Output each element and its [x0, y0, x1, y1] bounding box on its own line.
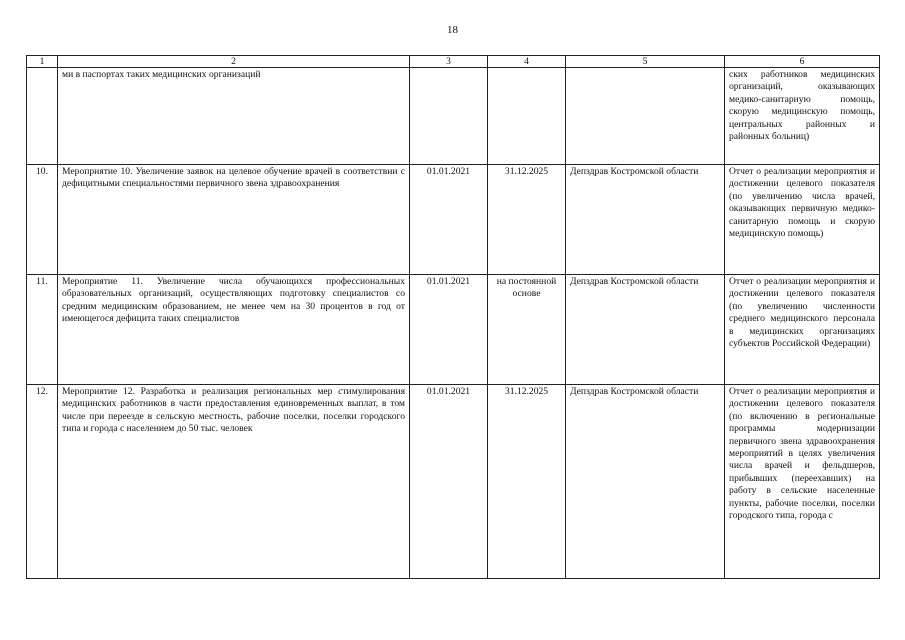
start-date: 01.01.2021: [410, 165, 488, 275]
end-date: 31.12.2025: [488, 165, 566, 275]
row-number: 12.: [27, 385, 58, 579]
expected-result: Отчет о реализации мероприятия и достижении целевого показателя (по включению в региональные программы модернизации первичного звена здравоохранения мероприятий в целях увеличения числа врачей и фельдшеров, прибывших (переехавших) на работу в сельские населенные пункты, рабочие поселки, поселки городского типа, города с: [725, 385, 880, 579]
row-number: 10.: [27, 165, 58, 275]
column-number-row: [27, 56, 880, 68]
measure-text: Мероприятие 12. Разработка и реализация региональных мер стимулирования медицинских работников в части предоставления единовременных выплат, в том числе при переезде в сельскую местность, рабочие поселки, поселки городского типа и города с населением до 50 тыс. человек: [58, 385, 410, 579]
column-header: 6: [725, 56, 880, 68]
expected-result: ских работников медицинских организаций, оказывающих медико-санитарную помощь, скорую медицинскую помощь, центральных районных и районных больниц): [725, 68, 880, 165]
start-date: [410, 68, 488, 165]
table-row: [27, 275, 880, 385]
table-row: [27, 165, 880, 275]
column-header: 4: [488, 56, 566, 68]
measure-text: Мероприятие 10. Увеличение заявок на целевое обучение врачей в соответствии с дефицитными специальностями первичного звена здравоохранения: [58, 165, 410, 275]
column-header: 2: [58, 56, 410, 68]
page-number: 18: [447, 24, 458, 36]
measures-table: [26, 55, 880, 579]
start-date: 01.01.2021: [410, 275, 488, 385]
row-number: [27, 68, 58, 165]
executor: Депздрав Костромской области: [566, 275, 725, 385]
expected-result: Отчет о реализации мероприятия и достижении целевого показателя (по увеличению числа врачей, оказывающих первичную медико-санитарную помощь и скорую медицинскую помощь): [725, 165, 880, 275]
row-number: 11.: [27, 275, 58, 385]
expected-result: Отчет о реализации мероприятия и достижении целевого показателя (по увеличению численности среднего медицинского персонала в медицинских организациях субъектов Российской Федерации): [725, 275, 880, 385]
end-date: на постоянной основе: [488, 275, 566, 385]
column-header: 3: [410, 56, 488, 68]
executor: [566, 68, 725, 165]
end-date: [488, 68, 566, 165]
executor: Депздрав Костромской области: [566, 385, 725, 579]
measure-text: ми в паспортах таких медицинских организаций: [58, 68, 410, 165]
executor: Депздрав Костромской области: [566, 165, 725, 275]
table-row: [27, 68, 880, 165]
column-header: 5: [566, 56, 725, 68]
start-date: 01.01.2021: [410, 385, 488, 579]
end-date: 31.12.2025: [488, 385, 566, 579]
column-header: 1: [27, 56, 58, 68]
measure-text: Мероприятие 11. Увеличение числа обучающихся профессиональных образовательных организаций, осуществляющих подготовку специалистов со средним медицинским образованием, не менее чем на 30 процентов в год от имеющегося дефицита таких специалистов: [58, 275, 410, 385]
table-row: [27, 385, 880, 579]
